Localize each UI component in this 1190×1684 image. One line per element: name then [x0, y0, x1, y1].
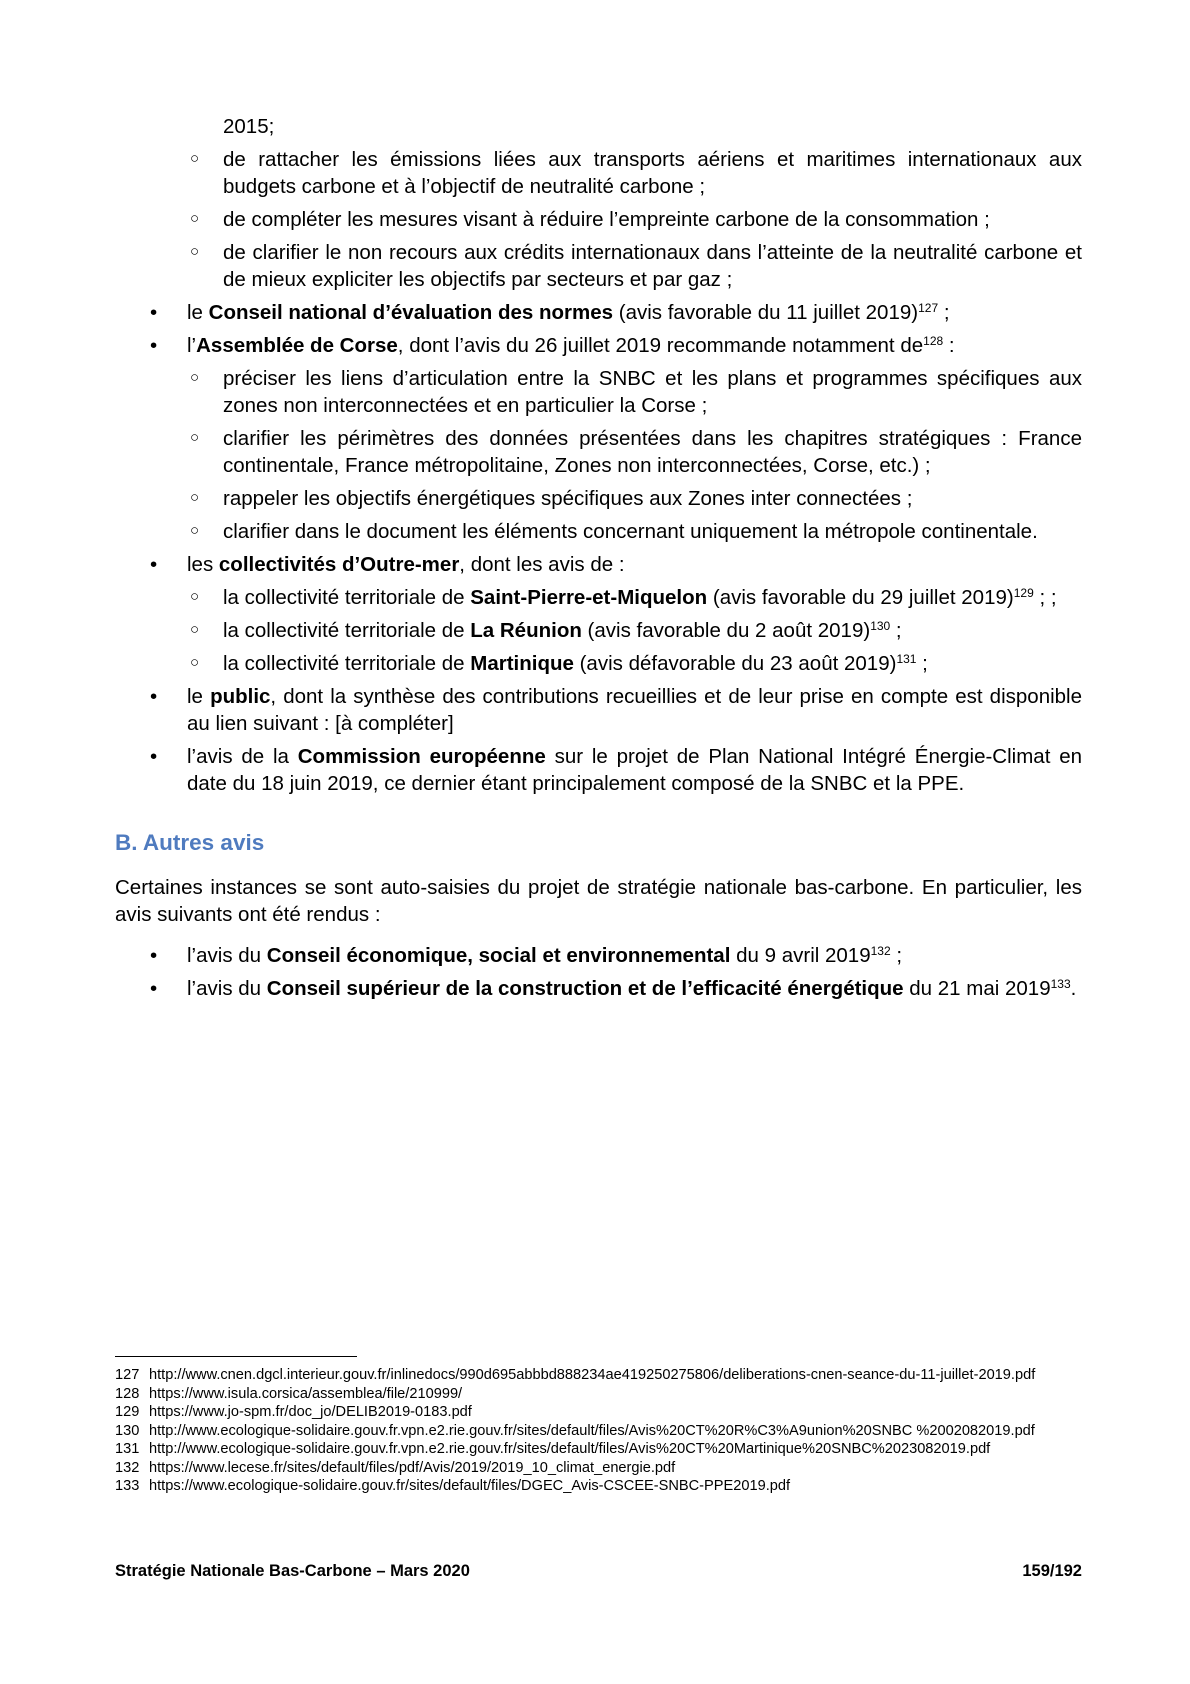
list-item-commission: • l’avis de la Commission européenne sur le projet de Plan National Intégré Énergie-Climat en date du 18 juin 2019, ce dernier étant principalement composé de la SNBC et la PPE. — [150, 745, 1082, 795]
sub-list-item-martinique: ○ la collectivité territoriale de Martinique (avis défavorable du 23 août 2019)$^{131}$ ; — [115, 650, 1082, 677]
footnote: 133 https://www.ecologique-solidaire.gouv.fr/sites/default/files/DGEC_Avis-CSCEE-SNBC-PPE2019.pdf — [115, 1478, 791, 1494]
footnote-divider — [115, 1356, 357, 1357]
sub-list-item: ○ rappeler les objectifs énergétiques spécifiques aux Zones inter connectées ; — [115, 485, 1082, 512]
section-heading: B. Autres avis — [115, 830, 265, 855]
circle-bullet-icon: ○ — [190, 522, 200, 539]
footnote-ref[interactable]: 133 — [1050, 977, 1071, 991]
footnote: 131 http://www.ecologique-solidaire.gouv.fr.vpn.e2.rie.gouv.fr/sites/default/files/Avis%20CT%20Martinique%20SNBC%2023082019.pdf — [115, 1441, 991, 1457]
circle-bullet-icon: ○ — [190, 489, 200, 506]
bullet-icon: • — [150, 553, 158, 576]
continued-text: 2015; — [223, 115, 275, 138]
footer-title: Stratégie Nationale Bas-Carbone – Mars 2020 — [115, 1562, 470, 1580]
footnote-link[interactable]: http://www.cnen.dgcl.interieur.gouv.fr/inlinedocs/990d695abbbd888234ae419250275806/deliberations-cnen-seance-du-11-juillet-2019.pdf — [149, 1367, 1036, 1383]
bullet-icon: • — [150, 745, 158, 768]
footnote-link[interactable]: http://www.ecologique-solidaire.gouv.fr.vpn.e2.rie.gouv.fr/sites/default/files/Avis%20CT%20R%C3%A9union%20SNBC %2002082019.pdf — [149, 1422, 1035, 1439]
list-item-outremer: • les collectivités d’Outre-mer, dont les avis de : — [150, 553, 625, 576]
footnote-ref[interactable]: 130 — [870, 619, 891, 633]
bullet-icon: • — [150, 977, 158, 1000]
sub-list-item-reunion: ○ la collectivité territoriale de La Réunion (avis favorable du 2 août 2019)$^{130}$ ; — [115, 617, 1082, 644]
sub-list-item: ○ de compléter les mesures visant à réduire l’empreinte carbone de la consommation ; — [115, 206, 1082, 233]
footnote-ref[interactable]: 132 — [870, 944, 891, 958]
page-number: 159/192 — [1022, 1562, 1082, 1580]
list-item-corse: • l’Assemblée de Corse, dont l’avis du 26 juillet 2019 recommande notamment $de^{128}$ : — [150, 334, 955, 357]
circle-bullet-icon: ○ — [190, 210, 200, 227]
sub-list-item: ○ clarifier les périmètres des données présentées dans les chapitres stratégiques : France continentale, France métropolitaine, Zones non interconnectées, Corse, etc.) ; — [115, 425, 1082, 479]
circle-bullet-icon: ○ — [190, 588, 200, 605]
footnote-link[interactable]: https://www.isula.corsica/assemblea/file/210999/ — [149, 1385, 463, 1402]
outremer-name: collectivités d’Outre-mer — [218, 553, 460, 576]
bullet-icon: • — [150, 334, 158, 357]
list-item-cnen: • le Conseil national d’évaluation des normes (avis favorable du 11 juillet 2019)$^{127}$ ; — [150, 301, 950, 324]
bullet-icon: • — [150, 944, 158, 967]
list-item-cscee: • l’avis du Conseil supérieur de la construction et de l’efficacité énergétique du 21 mai 2019$^{133}$. — [150, 977, 1077, 1000]
sub-list-item: ○ de clarifier le non recours aux crédits internationaux dans l’atteinte de la neutralité carbone et de mieux expliciter les objectifs par secteurs et par gaz ; — [115, 239, 1082, 293]
footnotes — [115, 1366, 1095, 1496]
sub-list-item-spm: ○ la collectivité territoriale de Saint-Pierre-et-Miquelon (avis favorable du 29 juillet 2019)$^{129}$ ; ; — [115, 584, 1082, 611]
circle-bullet-icon: ○ — [190, 621, 200, 638]
sub-list-item: ○ préciser les liens d’articulation entre la SNBC et les plans et programmes spécifiques aux zones non interconnectées et en particulier la Corse ; — [115, 365, 1082, 419]
bullet-icon: • — [150, 301, 158, 324]
cnen-name: Conseil national d’évaluation des normes — [208, 301, 614, 324]
footnote-ref[interactable]: 131 — [896, 652, 917, 666]
page-footer — [115, 1562, 1082, 1581]
sub-list-item: ○ clarifier dans le document les éléments concernant uniquement la métropole continentale. — [115, 518, 1082, 545]
footnote: 132 https://www.lecese.fr/sites/default/files/pdf/Avis/2019/2019_10_climat_energie.pdf — [115, 1459, 676, 1476]
sub-list-item: ○ de rattacher les émissions liées aux transports aériens et maritimes internationaux aux budgets carbone et à l’objectif de neutralité carbone ; — [115, 146, 1082, 200]
corse-name: Assemblée de Corse — [196, 334, 398, 357]
footnote-ref[interactable]: 129 — [1013, 586, 1034, 600]
bullet-icon: • — [150, 685, 158, 708]
footnote-link[interactable]: https://www.ecologique-solidaire.gouv.fr/sites/default/files/DGEC_Avis-CSCEE-SNBC-PPE2019.pdf — [149, 1478, 791, 1494]
circle-bullet-icon: ○ — [190, 243, 200, 260]
footnote-link[interactable]: http://www.ecologique-solidaire.gouv.fr.vpn.e2.rie.gouv.fr/sites/default/files/Avis%20CT%20Martinique%20SNBC%2023082019.pdf — [149, 1441, 991, 1457]
list-item-public: • le public, dont la synthèse des contributions recueillies et de leur prise en compte est disponible au lien suivant : [à compléter] — [150, 685, 1083, 735]
footnote-ref[interactable]: 128 — [923, 334, 944, 348]
footnote-ref[interactable]: 127 — [918, 301, 939, 315]
page-body — [115, 113, 1082, 1008]
footnote-link[interactable]: https://www.lecese.fr/sites/default/files/pdf/Avis/2019/2019_10_climat_energie.pdf — [149, 1459, 676, 1476]
footnote-link[interactable]: https://www.jo-spm.fr/doc_jo/DELIB2019-0183.pdf — [149, 1404, 472, 1420]
circle-bullet-icon: ○ — [190, 150, 200, 167]
footnote: 127 http://www.cnen.dgcl.interieur.gouv.fr/inlinedocs/990d695abbbd888234ae419250275806/deliberations-cnen-seance-du-11-juillet-2019.pdf — [115, 1367, 1036, 1383]
footnote: 128 https://www.isula.corsica/assemblea/file/210999/ — [115, 1385, 463, 1402]
circle-bullet-icon: ○ — [190, 369, 200, 386]
section-intro: Certaines instances se sont auto-saisies du projet de stratégie nationale bas-carbone. En particulier, les avis suivants ont été rendus : — [115, 876, 1082, 926]
spacer — [115, 928, 1082, 942]
list-item-cese: • l’avis du Conseil économique, social et environnemental du 9 avril 2019$^{132}$ ; — [150, 944, 903, 967]
footnote: 130 http://www.ecologique-solidaire.gouv.fr.vpn.e2.rie.gouv.fr/sites/default/files/Avis%20CT%20R%C3%A9union%20SNBC %2002082019.pdf — [115, 1422, 1035, 1439]
footnote: 129 https://www.jo-spm.fr/doc_jo/DELIB2019-0183.pdf — [115, 1404, 472, 1420]
circle-bullet-icon: ○ — [190, 654, 200, 671]
circle-bullet-icon: ○ — [190, 429, 200, 446]
